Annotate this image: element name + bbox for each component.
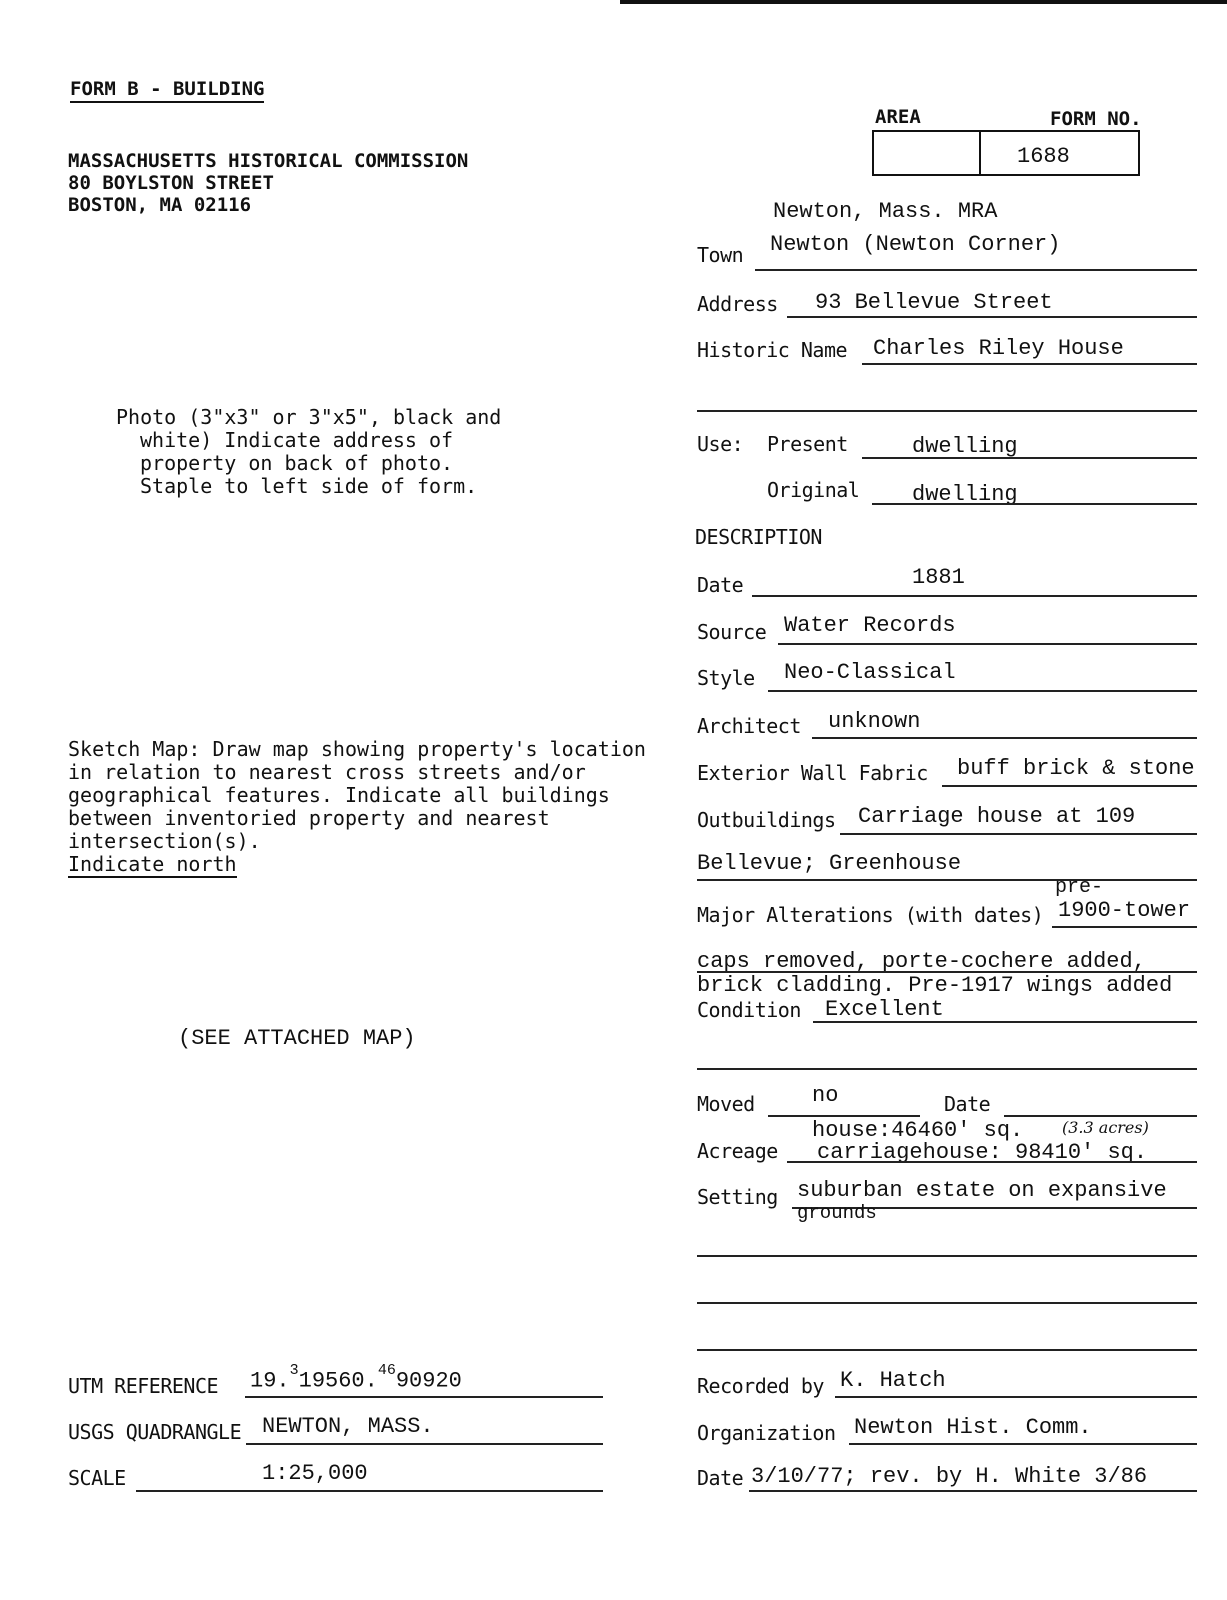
setting-value-2: grounds <box>797 1202 877 1224</box>
sketch-line-3: geographical features. Indicate all buildings <box>68 783 610 807</box>
condition-value: Excellent <box>825 997 944 1022</box>
condition-underline <box>813 1021 1197 1023</box>
address-label: Address <box>697 292 778 316</box>
use-label: Use: <box>697 432 744 456</box>
use-present-value: dwelling <box>912 434 1018 459</box>
acreage-underline <box>787 1161 1197 1163</box>
outbuildings-underline <box>840 833 1197 835</box>
utm-sup-b: 46 <box>377 1362 396 1379</box>
sketch-instructions <box>68 738 646 878</box>
use-original-label: Original <box>767 478 860 502</box>
utm-label: UTM REFERENCE <box>68 1374 219 1398</box>
recorded-by-underline <box>835 1396 1197 1398</box>
architect-value: unknown <box>828 709 921 734</box>
historic-name-label: Historic Name <box>697 338 848 362</box>
photo-line-2: white) Indicate address of <box>140 428 454 452</box>
use-present-underline <box>862 457 1197 459</box>
acreage-note: (3.3 acres) <box>1062 1118 1149 1137</box>
alterations-value-2: caps removed, porte-cochere added, <box>697 949 1146 974</box>
commission-city: BOSTON, MA 02116 <box>68 194 252 216</box>
style-label: Style <box>697 666 755 690</box>
acreage-value: house:46460' sq. <box>812 1118 1024 1143</box>
utm-value <box>250 1362 462 1394</box>
description-heading: DESCRIPTION <box>695 525 822 549</box>
scale-underline <box>136 1490 603 1492</box>
source-value: Water Records <box>784 613 956 638</box>
use-original-value: dwelling <box>912 482 1018 507</box>
photo-line-1: Photo (3"x3" or 3"x5", black and <box>116 405 502 429</box>
record-date-underline <box>749 1490 1197 1492</box>
setting-underline-3 <box>697 1302 1197 1304</box>
scale-label: SCALE <box>68 1466 126 1490</box>
address-underline <box>787 316 1197 318</box>
utm-sup-a: 3 <box>289 1362 299 1379</box>
organization-label: Organization <box>697 1421 836 1445</box>
record-date-value: 3/10/77; rev. by H. White 3/86 <box>751 1464 1148 1489</box>
source-label: Source <box>697 620 767 644</box>
use-original-underline <box>872 503 1197 505</box>
utm-part-b: 19560. <box>298 1368 378 1394</box>
photo-line-4: Staple to left side of form. <box>140 474 478 498</box>
address-value: 93 Bellevue Street <box>815 290 1053 315</box>
alterations-value: 1900-tower <box>1058 898 1191 923</box>
recorded-by-value: K. Hatch <box>840 1368 946 1393</box>
commission-street: 80 BOYLSTON STREET <box>68 172 274 194</box>
moved-date-label: Date <box>944 1092 991 1116</box>
date-underline <box>752 595 1197 597</box>
date-value: 1881 <box>912 565 965 590</box>
source-underline <box>778 643 1197 645</box>
scale-value: 1:25,000 <box>262 1461 368 1486</box>
utm-part-a: 19. <box>250 1368 290 1394</box>
moved-value: no <box>812 1083 839 1108</box>
alterations-underline <box>1052 926 1197 928</box>
use-present-label: Present <box>767 432 848 456</box>
recorded-by-label: Recorded by <box>697 1374 824 1398</box>
outbuildings-value-2: Bellevue; Greenhouse <box>697 851 962 876</box>
setting-label: Setting <box>697 1185 778 1209</box>
architect-label: Architect <box>697 714 801 738</box>
moved-date-underline <box>1004 1115 1197 1117</box>
form-no-field <box>977 130 1140 176</box>
wall-fabric-value: buff brick & stone <box>957 756 1195 781</box>
organization-value: Newton Hist. Comm. <box>854 1415 1092 1440</box>
style-value: Neo-Classical <box>784 660 956 685</box>
area-field <box>872 130 981 176</box>
sketch-line-5: intersection(s). <box>68 829 261 853</box>
scan-top-edge <box>620 0 1227 4</box>
architect-underline <box>812 737 1197 739</box>
outbuildings-underline-2 <box>697 879 1197 881</box>
area-label: AREA <box>875 106 921 128</box>
sketch-line-2: in relation to nearest cross streets and/or <box>68 760 586 784</box>
condition-label: Condition <box>697 998 801 1022</box>
sketch-line-4: between inventoried property and nearest <box>68 806 550 830</box>
record-date-label: Date <box>697 1466 744 1490</box>
moved-label: Moved <box>697 1092 755 1116</box>
mra-note: Newton, Mass. MRA <box>773 199 998 224</box>
usgs-underline <box>246 1443 603 1445</box>
town-underline <box>755 269 1197 271</box>
town-value: Newton (Newton Corner) <box>770 232 1061 257</box>
usgs-value: NEWTON, MASS. <box>262 1414 434 1439</box>
outbuildings-label: Outbuildings <box>697 808 836 832</box>
commission-name: MASSACHUSETTS HISTORICAL COMMISSION <box>68 150 469 172</box>
historic-name-underline <box>862 363 1197 365</box>
alterations-pre: pre- <box>1055 876 1104 899</box>
alterations-value-3: brick cladding. Pre-1917 wings added <box>697 973 1173 998</box>
setting-underline-2 <box>697 1255 1197 1257</box>
style-underline <box>768 690 1197 692</box>
form-no-label: FORM NO. <box>1050 108 1142 130</box>
moved-underline <box>768 1115 920 1117</box>
outbuildings-value: Carriage house at 109 <box>858 804 1136 829</box>
setting-value: suburban estate on expansive <box>797 1178 1167 1203</box>
utm-underline <box>245 1396 603 1398</box>
historic-name-value: Charles Riley House <box>873 336 1124 361</box>
sketch-line-1: Sketch Map: Draw map showing property's location <box>68 737 646 761</box>
usgs-label: USGS QUADRANGLE <box>68 1420 242 1444</box>
form-title: FORM B - BUILDING <box>70 78 264 103</box>
historic-name-underline-2 <box>697 410 1197 412</box>
alterations-label: Major Alterations (with dates) <box>697 903 1044 927</box>
wall-fabric-label: Exterior Wall Fabric <box>697 761 928 785</box>
town-label: Town <box>697 243 744 267</box>
acreage-value-2: carriagehouse: 98410' sq. <box>817 1140 1148 1165</box>
acreage-label: Acreage <box>697 1139 778 1163</box>
utm-part-c: 90920 <box>395 1368 462 1394</box>
organization-underline <box>849 1443 1197 1445</box>
setting-underline-4 <box>697 1349 1197 1351</box>
form-no-value: 1688 <box>1017 144 1070 169</box>
condition-underline-2 <box>697 1068 1197 1070</box>
indicate-north: Indicate north <box>68 852 237 876</box>
photo-instructions <box>116 406 501 498</box>
date-label: Date <box>697 573 744 597</box>
photo-line-3: property on back of photo. <box>140 451 454 475</box>
see-attached-map: (SEE ATTACHED MAP) <box>178 1026 416 1051</box>
wall-fabric-underline <box>942 785 1197 787</box>
